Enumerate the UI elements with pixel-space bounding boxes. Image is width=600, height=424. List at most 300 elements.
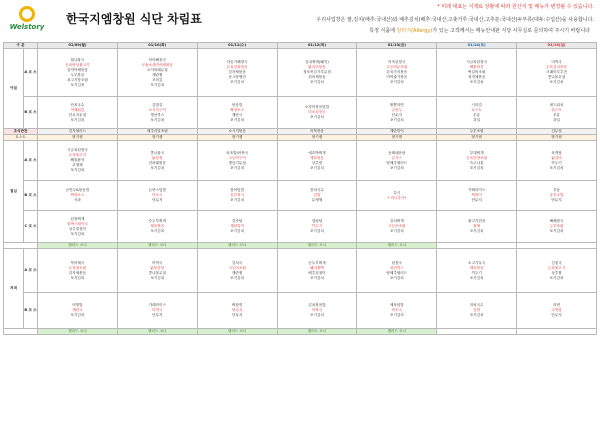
menu-item: 포기김치 [389, 229, 404, 233]
menu-item: 포기김치 [549, 165, 564, 170]
menu-item: 포기김치 [310, 313, 324, 317]
menu-cell [117, 211, 197, 243]
column-header-day: 01/10(화) [117, 43, 197, 49]
menu-row [4, 141, 597, 181]
menu-item: 미역국 [152, 260, 163, 265]
menu-item: 떡갈비조림 [467, 70, 486, 74]
menu-item: 흰나물국 [70, 57, 85, 62]
menu-item: 조미김 [152, 77, 163, 82]
menu-item: 애호박찌개 [308, 150, 326, 155]
meal-label: 아침 [4, 49, 24, 129]
toast-item: 딸기잼 [117, 135, 197, 141]
menu-item: 돈육가지볶음 [386, 70, 408, 74]
menu-item: 김칫국 [551, 260, 562, 265]
menu-item: 깍두기 [551, 160, 562, 165]
menu-item: 부대찌개 [469, 150, 484, 155]
menu-item: 비빔밥 [72, 303, 83, 307]
menu-item: 된장찌개 [70, 216, 85, 221]
salad-item: 샐러드 코너 [117, 243, 197, 249]
menu-item: 단무지 [391, 112, 403, 117]
menu-cell [117, 141, 197, 181]
menu-cell [117, 293, 197, 329]
salad-item: 샐러드 코너 [277, 329, 357, 335]
menu-item: 돈가스 [391, 155, 403, 160]
menu-item: 샌드위치 [549, 102, 564, 107]
menu-cell [357, 293, 437, 329]
menu-item: 포기김치 [70, 82, 85, 87]
menu-item: 짜장소스 [70, 193, 85, 197]
menu-item: 포기김치 [230, 275, 245, 280]
salad-item: 샐러드 코너 [197, 243, 277, 249]
menu-item: 유부초밥 [549, 193, 564, 197]
menu-item: 감자야채볶음 [67, 67, 88, 72]
menu-item: 제육볶음 [310, 155, 324, 160]
menu-item: 치킨까스 [389, 265, 404, 270]
menu-item: 소시지구이 [148, 107, 166, 112]
menu-item: 김치국 [231, 260, 243, 265]
menu-item: 우유 [553, 112, 561, 117]
menu-item: 볶음밥 [231, 102, 243, 107]
menu-item: 불고기전골 [467, 219, 486, 223]
menu-item: 우동 [553, 188, 561, 192]
side-row-label: 조식반찬 [4, 129, 38, 135]
menu-item: 계란찜 [231, 270, 243, 275]
menu-item: 우유 [473, 112, 481, 117]
menu-item: 소고기무국 [467, 260, 486, 265]
menu-item: 김밥류 [152, 102, 163, 107]
menu-item: 단무지 [551, 313, 562, 317]
menu-item: 오이파래무침 [146, 67, 168, 72]
menu-item: 포기김치 [70, 168, 85, 172]
menu-item: 단무지 [152, 198, 163, 202]
menu-item: 포기김치 [469, 80, 484, 84]
menu-item: 차조밥/어묵국 [226, 150, 249, 155]
menu-item: 미역줄기볶음 [386, 75, 408, 79]
column-header-day: 01/13(금) [357, 43, 437, 49]
menu-item: 돈육불고기 [68, 153, 87, 157]
menu-item: 사과 [73, 198, 81, 202]
menu-item: 포기김치 [469, 165, 484, 170]
menu-item: 미소국 [152, 193, 163, 197]
salad-blank [517, 329, 597, 335]
menu-item: 장어덮밥 [230, 188, 245, 192]
menu-item: 포기김치 [549, 229, 564, 233]
menu-item: 시금치된장국 [466, 60, 488, 64]
menu-item: 포기김치 [150, 117, 165, 122]
menu-cell [277, 181, 357, 211]
menu-cell [437, 181, 517, 211]
menu-item: 건파래볶음 [148, 160, 166, 165]
menu-item: 함박스테이크 [67, 221, 88, 226]
side-item: 어묵볶음 [277, 129, 357, 135]
menu-item: 두부조림 [549, 224, 564, 228]
menu-item: 포기김치 [150, 229, 165, 233]
menu-item: 생선까스 [150, 112, 165, 117]
column-header-day: 01/12(목) [277, 43, 357, 49]
menu-item: 과일 [473, 117, 481, 122]
menu-item: 쥐어채볶음 [308, 75, 326, 79]
menu-cell [197, 293, 277, 329]
menu-item: 감자채볶음 [228, 70, 246, 74]
menu-item: 카레라이스 [148, 303, 166, 307]
menu-cell [197, 49, 277, 97]
menu-item: 청경채볶음 [467, 75, 486, 79]
menu-item: 제육볶음 [469, 265, 484, 270]
logo-wordmark: Welstory [9, 23, 45, 31]
menu-item: 주먹밥 [551, 308, 562, 312]
menu-item: 포기김치 [310, 115, 324, 119]
menu-item: 돈까스덮밥 [148, 188, 166, 192]
menu-cell [277, 249, 357, 293]
toast-item: 딸기잼 [517, 135, 597, 141]
menu-item: 미소국 [391, 308, 403, 312]
menu-item: 잡채 [473, 224, 481, 228]
menu-item: 돈육불고기 [547, 265, 566, 270]
menu-cell [517, 97, 597, 129]
menu-row [4, 181, 597, 211]
menu-item: 설렁탕 [311, 219, 323, 223]
menu-cell [517, 211, 597, 243]
menu-item: 포기김치 [549, 275, 564, 280]
menu-item: 김밥 [473, 308, 481, 312]
menu-item: 돈육장조림 [68, 265, 87, 270]
menu-item: 컵스프 [551, 107, 562, 112]
menu-item: 짬뽕라면 [389, 102, 404, 107]
menu-row [4, 97, 597, 129]
menu-item: 포기김치 [230, 80, 245, 84]
course-label: A 코 스 [24, 141, 38, 181]
menu-item: 청포묵김가루무침 [303, 70, 331, 74]
menu-item: 오징어볶음덮밥 [304, 105, 330, 109]
notice-change: * 미래 대표는 식재료 상황에 따라 원산지 및 메뉴가 변경될 수 있습니다. [437, 4, 594, 10]
menu-cell [357, 49, 437, 97]
menu-item: 콩나물무침 [148, 270, 166, 275]
menu-cell [517, 249, 597, 293]
meal-label: 점심 [4, 141, 24, 243]
menu-cell [357, 97, 437, 129]
menu-item: 다슬기해장국 [226, 60, 248, 64]
menu-item: 고등어구이 [228, 155, 246, 160]
menu-item: 미역국 [551, 60, 562, 64]
menu-cell [38, 249, 118, 293]
menu-cell [277, 141, 357, 181]
menu-item: 김치볶음밥 [308, 303, 326, 307]
menu-item: 군만두&볶음밥 [65, 188, 90, 192]
notice-allergy-prefix: 특정 식품에 [369, 28, 397, 34]
menu-cell [277, 211, 357, 243]
menu-cell [38, 141, 118, 181]
menu-item: 동태매운탕 [388, 150, 406, 155]
course-label: A 코 스 [24, 49, 38, 97]
menu-cell [437, 141, 517, 181]
menu-item: 탕수육 [231, 308, 243, 312]
menu-item: 포기김치 [310, 275, 324, 280]
menu-item: 포기김치 [70, 275, 85, 280]
menu-row [4, 211, 597, 243]
menu-item: 크래미부추전 [546, 70, 567, 74]
column-header-day: 01/15(일) [517, 43, 597, 49]
menu-item: 포기김치 [389, 313, 404, 317]
menu-item: 포기김치 [389, 165, 404, 170]
column-header-day: 01/11(수) [197, 43, 277, 49]
side-item: 계란말이 [357, 129, 437, 135]
salad-item: 샐러드 코너 [357, 329, 437, 335]
menu-item: 순두부찌개 [308, 260, 326, 265]
menu-cell [117, 97, 197, 129]
menu-item: 포기김치 [230, 165, 245, 170]
menu-cell [277, 49, 357, 97]
header [0, 0, 600, 40]
menu-item: 잔치국수 [70, 102, 85, 107]
side-item: 메추리알조림 [117, 129, 197, 135]
menu-item: 잔치국수 [310, 188, 324, 192]
menu-item: 돈육양념불고기 [65, 62, 90, 67]
menu-item: 단무지 [231, 313, 243, 317]
menu-item: 닭갈비볶음 [308, 65, 326, 69]
menu-item: 포기김치 [150, 82, 165, 87]
side-item: 감자샐러드 [38, 129, 118, 135]
menu-cell [117, 249, 197, 293]
menu-cell [197, 211, 277, 243]
menu-cell [197, 249, 277, 293]
menu-item: 상추쌈 [551, 270, 562, 275]
menu-item: 포기김치 [310, 165, 324, 170]
menu-item: 된장국 [391, 260, 403, 265]
salad-item: 샐러드 코너 [38, 329, 118, 335]
notice-allergy [369, 27, 590, 34]
menu-item: 닭갈비 [551, 155, 562, 160]
menu-item: 유부장국 [230, 193, 245, 197]
salad-item: 샐러드 코너 [277, 243, 357, 249]
course-label: B 코 스 [24, 181, 38, 211]
menu-item: 포기김치 [469, 229, 484, 233]
menu-cell [117, 49, 197, 97]
menu-item: 포기김치 [389, 117, 404, 122]
toast-item: 딸기잼 [197, 135, 277, 141]
menu-item: * 미니특식* [387, 195, 407, 200]
menu-item: 감자탕 [231, 219, 243, 223]
menu-item: 포기김치 [230, 198, 245, 202]
menu-item: 북어채국 [70, 260, 85, 265]
menu-cell [517, 181, 597, 211]
welstory-logo [6, 6, 48, 36]
menu-item: 포기김치 [70, 231, 85, 236]
menu-item: 고등어조림 [388, 224, 406, 228]
menu-cell [437, 97, 517, 129]
menu-cell [357, 141, 437, 181]
menu-item: 양배추샐러드 [386, 270, 408, 275]
column-header-type: 구 분 [4, 43, 38, 49]
menu-item: 해물파전 [469, 65, 484, 69]
menu-cell [357, 249, 437, 293]
menu-item: 콩나물무침 [547, 75, 566, 79]
menu-item: 배추겉절이 [308, 270, 326, 275]
column-header-day: 01/09(월) [38, 43, 118, 49]
course-label: B 코 스 [24, 97, 38, 129]
menu-item: 카레라이스 [467, 188, 486, 192]
salad-item: 샐러드 코너 [357, 243, 437, 249]
meal-label: 저녁 [4, 249, 24, 329]
menu-item: 단무지 [471, 198, 482, 202]
menu-item: 김치찌개(돼지) [305, 60, 329, 64]
toast-item: 딸기잼 [357, 135, 437, 141]
menu-cell [38, 211, 118, 243]
menu-item: 미소된장국 [308, 110, 326, 114]
menu-item: 포기김치 [549, 80, 564, 84]
salad-row-label [4, 329, 38, 335]
menu-cell [197, 97, 277, 129]
menu-item: 닭강정 [152, 155, 163, 160]
menu-cell [197, 141, 277, 181]
menu-item: 포기김치 [389, 80, 404, 84]
side-item: 소시지볶음 [197, 129, 277, 135]
menu-item: 포기김치 [230, 117, 245, 122]
menu-cell [38, 97, 118, 129]
column-header-day: 01/14(토) [437, 43, 517, 49]
menu-item: 뼈해장국 [549, 219, 564, 223]
menu-item: 감자채볶음 [68, 270, 87, 275]
menu-item: 포기김치 [469, 275, 484, 280]
menu-item: 깍두기 [471, 270, 482, 275]
menu-item: 두부볶음 [70, 72, 85, 77]
menu-item: 떡볶이 [471, 193, 482, 197]
menu-item: 콩나물국 [150, 150, 165, 155]
menu-item: 상추겉절이 [68, 226, 87, 231]
menu-item: 상추쌈 [311, 160, 323, 165]
page-title: 한국지엠창원 식단 차림표 [66, 12, 202, 26]
menu-item: 계란말이 [230, 224, 245, 228]
menu-item: 단무지 [152, 313, 163, 317]
menu-item: 잔치국수 [469, 303, 484, 307]
menu-row [4, 293, 597, 329]
menu-item: 라면 [553, 303, 561, 307]
menu-item: 포기김치 [310, 80, 324, 84]
menu-item: 포기김치 [150, 275, 165, 280]
menu-item: 돼지불백 [310, 265, 324, 270]
menu-item: 무생채 [72, 163, 83, 167]
menu-item: 무생채 [311, 198, 323, 202]
menu-item: 단무지 [551, 198, 562, 202]
menu-cell [437, 293, 517, 329]
menu-cell [38, 49, 118, 97]
menu-item: 동그랑땡전 [228, 75, 246, 79]
menu-item: 미역국 [152, 308, 163, 312]
course-label: A 코 스 [24, 249, 38, 293]
menu-item: 시금치된장국 [67, 148, 88, 152]
toast-row-label: 토스트 [4, 135, 38, 141]
menu-cell [38, 293, 118, 329]
menu-item: 육개장 [551, 150, 562, 155]
menu-item: 제육볶음 [150, 224, 165, 228]
menu-item: 닭볶음탕 [150, 265, 165, 270]
menu-item: 아욱된장국 [388, 60, 406, 64]
menu-item: 포기김치 [310, 229, 324, 233]
salad-bar-row [4, 329, 597, 335]
menu-item: 군만두 [391, 107, 403, 112]
menu-cell [517, 49, 597, 97]
menu-item: 순두부찌개 [148, 219, 166, 223]
side-item: 김무침 [517, 129, 597, 135]
menu-item: 모둠소세지야채볶음 [141, 62, 173, 67]
menu-item: 계란찜 [152, 72, 163, 77]
menu-item: 계란국 [72, 308, 83, 312]
menu-item: 깻잎지무침 [228, 160, 246, 165]
toast-item: 딸기잼 [437, 135, 517, 141]
menu-item: 돈육김치볶음 [546, 65, 567, 69]
menu-item: 시리얼 [471, 102, 482, 107]
toast-item: 딸기잼 [38, 135, 118, 141]
menu-item: 야채튀김 [70, 107, 85, 112]
menu-item: 단무지무침 [68, 112, 87, 117]
menu-table [3, 42, 597, 335]
course-label: C 코 스 [24, 211, 38, 243]
side-item: 두부조림 [437, 129, 517, 135]
salad-item: 샐러드 코너 [117, 329, 197, 335]
menu-cell [437, 49, 517, 97]
menu-cell [277, 293, 357, 329]
menu-item: 김밥 [313, 193, 321, 197]
menu-row [4, 49, 597, 97]
menu-item: 포기김치 [70, 313, 85, 317]
menu-item: 돈육김치볶음 [226, 65, 248, 69]
menu-item: 짜장소스 [230, 107, 245, 112]
notice-origin: 우리사업장은 쌀,김치(배추:국내산)와 배추김치(배추:국내산,고춧가루:국내산,고추분:국내산)두부류(대두:수입산)을 사용합니다. [316, 17, 594, 23]
menu-item: 포기김치 [389, 275, 404, 280]
menu-cell [277, 97, 357, 129]
menu-item: 짜장면 [231, 303, 243, 307]
menu-item: 어묵국 [311, 308, 323, 312]
menu-item: 양배추샐러드 [386, 160, 408, 165]
menu-item: 포기김치 [230, 229, 245, 233]
menu-item: 쇠고기장조림 [67, 77, 88, 82]
salad-item: 샐러드 코너 [197, 329, 277, 335]
menu-cell [517, 141, 597, 181]
menu-item: 포기김치 [469, 313, 484, 317]
menu-cell [517, 293, 597, 329]
menu-cell [197, 181, 277, 211]
menu-cell [437, 211, 517, 243]
menu-item: 숙주나물 [469, 160, 484, 165]
course-label: B 코 스 [24, 293, 38, 329]
menu-item: 포기김치 [150, 165, 165, 170]
menu-item: 특식 [393, 190, 401, 195]
notice-allergy-highlight: 알러지(Allergy) [396, 28, 433, 34]
menu-item: 포기김치 [70, 117, 85, 122]
menu-item: 김치찌개 [389, 219, 404, 223]
menu-table-body [4, 43, 597, 335]
notice-allergy-suffix: 가 있는 고객께서는 메뉴안내판 식당 사무실로 문의하여 주시기 바랍니다 [432, 28, 590, 34]
menu-item: 제육덮밥 [389, 303, 404, 307]
menu-item: 고등어조림 [228, 265, 246, 270]
menu-row [4, 249, 597, 293]
menu-cell [38, 181, 118, 211]
menu-item: 북어해장국 [148, 57, 166, 62]
menu-item: 과일 [553, 117, 561, 122]
salad-blank [437, 329, 517, 335]
menu-item: 해물완자 [70, 158, 85, 162]
menu-cell [357, 211, 437, 243]
menu-cell [357, 181, 437, 211]
logo-mark-icon [19, 6, 35, 22]
salad-item: 샐러드 코너 [38, 243, 118, 249]
menu-item: 깍두기 [311, 224, 323, 228]
menu-item: 고등어무조림 [386, 65, 408, 69]
menu-item: 계란국 [231, 112, 243, 117]
menu-item: 토스트 [471, 107, 482, 112]
menu-cell [117, 181, 197, 211]
menu-cell [437, 249, 517, 293]
toast-item: 딸기잼 [277, 135, 357, 141]
